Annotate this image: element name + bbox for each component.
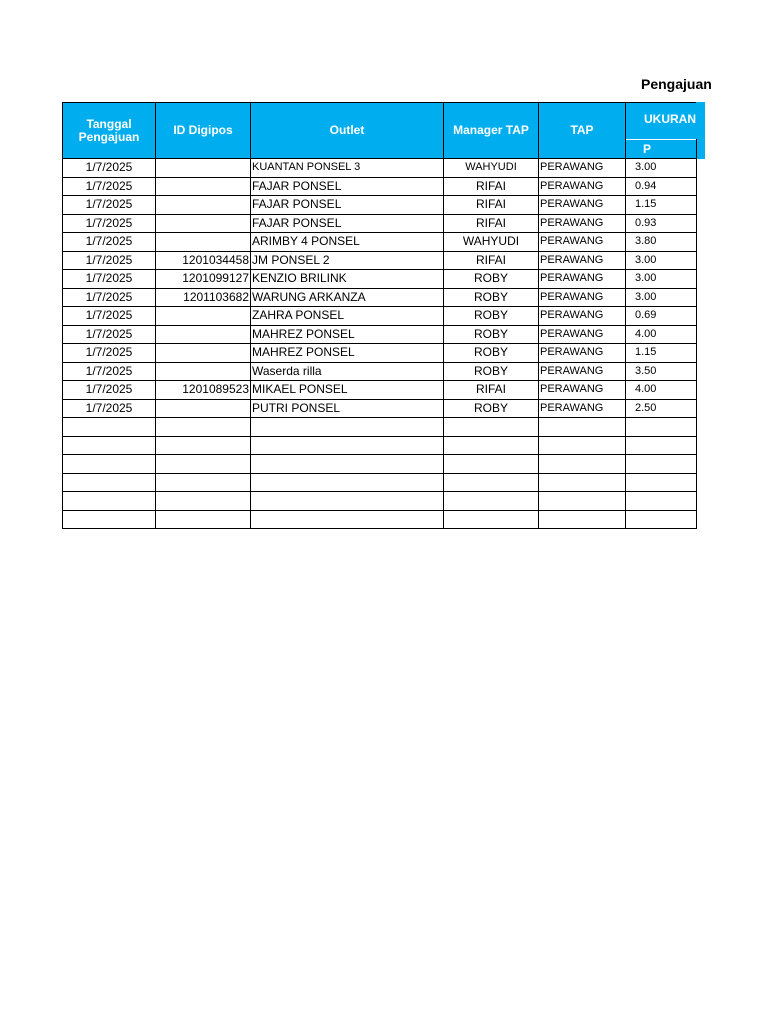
empty-cell[interactable]	[251, 436, 444, 455]
table-row	[63, 270, 697, 289]
empty-cell[interactable]	[156, 455, 251, 474]
cell-tap[interactable]: PERAWANG	[539, 344, 626, 363]
empty-cell[interactable]	[626, 492, 697, 511]
empty-cell[interactable]	[156, 510, 251, 529]
cell-manager-tap[interactable]: ROBY	[444, 399, 539, 418]
empty-cell[interactable]	[156, 436, 251, 455]
empty-cell[interactable]	[444, 492, 539, 511]
cell-tanggal[interactable]: 1/7/2025	[63, 381, 156, 400]
submission-table	[62, 102, 697, 529]
cell-outlet[interactable]: FAJAR PONSEL	[251, 214, 444, 233]
cell-tap[interactable]: PERAWANG	[539, 159, 626, 178]
cell-tap[interactable]: PERAWANG	[539, 233, 626, 252]
empty-row	[63, 492, 697, 511]
cell-p[interactable]: 1.15	[626, 344, 697, 363]
cell-manager-tap[interactable]: RIFAI	[444, 214, 539, 233]
empty-cell[interactable]	[63, 510, 156, 529]
cell-p[interactable]: 2.50	[626, 399, 697, 418]
cell-manager-tap[interactable]: ROBY	[444, 307, 539, 326]
empty-cell[interactable]	[444, 436, 539, 455]
empty-cell[interactable]	[156, 492, 251, 511]
cell-manager-tap[interactable]: RIFAI	[444, 251, 539, 270]
table-row	[63, 288, 697, 307]
cell-outlet[interactable]: KUANTAN PONSEL 3	[251, 159, 444, 178]
empty-cell[interactable]	[251, 455, 444, 474]
cell-outlet[interactable]: JM PONSEL 2	[251, 251, 444, 270]
cell-manager-tap[interactable]: ROBY	[444, 325, 539, 344]
empty-cell[interactable]	[156, 418, 251, 437]
empty-row	[63, 418, 697, 437]
header-manager-tap: Manager TAP	[444, 103, 539, 159]
cell-p[interactable]: 3.80	[626, 233, 697, 252]
cell-id-digipos[interactable]	[156, 362, 251, 381]
cell-outlet[interactable]: KENZIO BRILINK	[251, 270, 444, 289]
cell-manager-tap[interactable]: ROBY	[444, 288, 539, 307]
cell-tanggal[interactable]: 1/7/2025	[63, 307, 156, 326]
header-tanggal: Tanggal Pengajuan	[63, 103, 156, 159]
header-tap: TAP	[539, 103, 626, 159]
empty-cell[interactable]	[626, 455, 697, 474]
empty-cell[interactable]	[626, 473, 697, 492]
cell-id-digipos[interactable]	[156, 307, 251, 326]
empty-cell[interactable]	[63, 418, 156, 437]
cell-outlet[interactable]: PUTRI PONSEL	[251, 399, 444, 418]
cell-tap[interactable]: PERAWANG	[539, 177, 626, 196]
cell-outlet[interactable]: ZAHRA PONSEL	[251, 307, 444, 326]
cell-p[interactable]: 4.00	[626, 325, 697, 344]
empty-row	[63, 510, 697, 529]
empty-cell[interactable]	[539, 436, 626, 455]
cell-p[interactable]: 0.93	[626, 214, 697, 233]
empty-row	[63, 473, 697, 492]
header-ukuran: UKURAN	[626, 103, 697, 140]
cell-id-digipos[interactable]	[156, 159, 251, 178]
cell-outlet[interactable]: MAHREZ PONSEL	[251, 344, 444, 363]
empty-cell[interactable]	[444, 455, 539, 474]
table-row	[63, 159, 697, 178]
cell-tap[interactable]: PERAWANG	[539, 381, 626, 400]
cell-tap[interactable]: PERAWANG	[539, 214, 626, 233]
cell-id-digipos[interactable]	[156, 214, 251, 233]
cell-outlet[interactable]: Waserda rilla	[251, 362, 444, 381]
cell-tap[interactable]: PERAWANG	[539, 325, 626, 344]
header-outlet: Outlet	[251, 103, 444, 159]
table-row	[63, 344, 697, 363]
cell-tanggal[interactable]: 1/7/2025	[63, 177, 156, 196]
cell-tap[interactable]: PERAWANG	[539, 270, 626, 289]
table-row	[63, 177, 697, 196]
cell-id-digipos[interactable]	[156, 399, 251, 418]
empty-cell[interactable]	[444, 473, 539, 492]
table-row	[63, 381, 697, 400]
empty-cell[interactable]	[626, 418, 697, 437]
cell-id-digipos[interactable]	[156, 233, 251, 252]
cell-tanggal[interactable]: 1/7/2025	[63, 214, 156, 233]
cell-tanggal[interactable]: 1/7/2025	[63, 159, 156, 178]
cell-id-digipos[interactable]: 1201034458	[156, 251, 251, 270]
empty-cell[interactable]	[156, 473, 251, 492]
cell-manager-tap[interactable]: WAHYUDI	[444, 159, 539, 178]
empty-cell[interactable]	[539, 492, 626, 511]
cell-tanggal[interactable]: 1/7/2025	[63, 233, 156, 252]
cell-id-digipos[interactable]	[156, 344, 251, 363]
empty-cell[interactable]	[63, 436, 156, 455]
cell-p[interactable]: 3.50	[626, 362, 697, 381]
empty-cell[interactable]	[251, 418, 444, 437]
cell-tanggal[interactable]: 1/7/2025	[63, 399, 156, 418]
cell-id-digipos[interactable]: 1201103682	[156, 288, 251, 307]
empty-cell[interactable]	[63, 492, 156, 511]
table-row	[63, 233, 697, 252]
cell-tap[interactable]: PERAWANG	[539, 399, 626, 418]
cell-manager-tap[interactable]: ROBY	[444, 362, 539, 381]
cell-tanggal[interactable]: 1/7/2025	[63, 196, 156, 215]
cell-manager-tap[interactable]: RIFAI	[444, 196, 539, 215]
header-id-digipos: ID Digipos	[156, 103, 251, 159]
cell-p[interactable]: 3.00	[626, 270, 697, 289]
empty-cell[interactable]	[539, 455, 626, 474]
cell-manager-tap[interactable]: WAHYUDI	[444, 233, 539, 252]
empty-cell[interactable]	[626, 510, 697, 529]
cell-tanggal[interactable]: 1/7/2025	[63, 251, 156, 270]
sheet-title: Pengajuan	[641, 76, 712, 92]
empty-cell[interactable]	[444, 418, 539, 437]
cell-id-digipos[interactable]: 1201099127	[156, 270, 251, 289]
table-row	[63, 399, 697, 418]
empty-cell[interactable]	[539, 473, 626, 492]
cell-id-digipos[interactable]	[156, 325, 251, 344]
cell-outlet[interactable]: MIKAEL PONSEL	[251, 381, 444, 400]
cell-manager-tap[interactable]: ROBY	[444, 270, 539, 289]
cell-outlet[interactable]: FAJAR PONSEL	[251, 196, 444, 215]
cell-outlet[interactable]: FAJAR PONSEL	[251, 177, 444, 196]
cell-tap[interactable]: PERAWANG	[539, 196, 626, 215]
cell-id-digipos[interactable]	[156, 196, 251, 215]
cell-p[interactable]: 4.00	[626, 381, 697, 400]
empty-cell[interactable]	[539, 510, 626, 529]
cell-outlet[interactable]: WARUNG ARKANZA	[251, 288, 444, 307]
empty-cell[interactable]	[251, 510, 444, 529]
table-row	[63, 307, 697, 326]
cell-p[interactable]: 1.15	[626, 196, 697, 215]
empty-cell[interactable]	[63, 455, 156, 474]
table-row	[63, 251, 697, 270]
cell-tap[interactable]: PERAWANG	[539, 362, 626, 381]
cell-outlet[interactable]: ARIMBY 4 PONSEL	[251, 233, 444, 252]
empty-cell[interactable]	[63, 473, 156, 492]
cell-p[interactable]: 3.00	[626, 288, 697, 307]
cell-tanggal[interactable]: 1/7/2025	[63, 288, 156, 307]
cell-manager-tap[interactable]: ROBY	[444, 344, 539, 363]
cell-manager-tap[interactable]: RIFAI	[444, 177, 539, 196]
cell-id-digipos[interactable]: 1201089523	[156, 381, 251, 400]
cell-tap[interactable]: PERAWANG	[539, 307, 626, 326]
cell-outlet[interactable]: MAHREZ PONSEL	[251, 325, 444, 344]
cell-tanggal[interactable]: 1/7/2025	[63, 325, 156, 344]
cell-id-digipos[interactable]	[156, 177, 251, 196]
cell-manager-tap[interactable]: RIFAI	[444, 381, 539, 400]
empty-cell[interactable]	[251, 473, 444, 492]
cell-tap[interactable]: PERAWANG	[539, 288, 626, 307]
empty-cell[interactable]	[539, 418, 626, 437]
empty-cell[interactable]	[444, 510, 539, 529]
header-p: P	[626, 140, 697, 159]
table-row	[63, 214, 697, 233]
empty-row	[63, 455, 697, 474]
cell-tanggal[interactable]: 1/7/2025	[63, 344, 156, 363]
empty-cell[interactable]	[251, 492, 444, 511]
cell-tanggal[interactable]: 1/7/2025	[63, 270, 156, 289]
empty-row	[63, 436, 697, 455]
cell-tap[interactable]: PERAWANG	[539, 251, 626, 270]
table-row	[63, 325, 697, 344]
cell-p[interactable]: 3.00	[626, 159, 697, 178]
empty-cell[interactable]	[626, 436, 697, 455]
table-row	[63, 196, 697, 215]
table-row	[63, 362, 697, 381]
cell-p[interactable]: 0.94	[626, 177, 697, 196]
cell-p[interactable]: 0.69	[626, 307, 697, 326]
cell-tanggal[interactable]: 1/7/2025	[63, 362, 156, 381]
cell-p[interactable]: 3.00	[626, 251, 697, 270]
table-body	[63, 159, 697, 529]
